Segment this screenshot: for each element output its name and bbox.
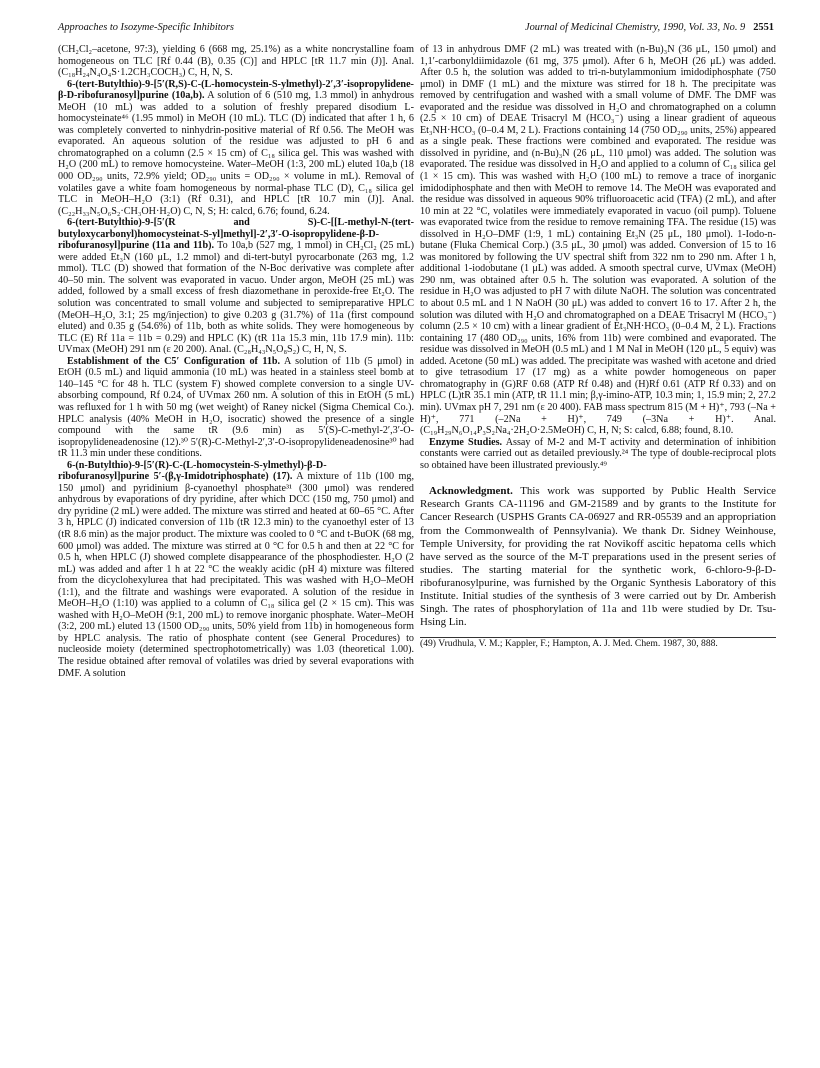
paragraph-body: A solution of 11b (5 μmol) in EtOH (0.5 mL) and liquid ammonia (10 mL) was heated in a stainless steel bomb at 140–145 °C for 48 h. TLC (system F) showed complete conversion to a single UV-absorbing compound, Rf 0.24, of UVmax 260 nm. A solution of this in EtOH (5 mL) was refluxed for 1 h with 50 mg (wet weight) of Raney nickel (Sigma Chemical Co.). HPLC analysis (40% MeOH in H₂O, isocratic) showed the presence of a single compound with the same tR (9.6 min) as 5′(S)-C-methyl-2′,3′-O-isopropylideneadenosine (12).³⁰ 5′(R)-C-Methyl-2′,3′-O-isopropylideneadenosine³⁰ had tR 11.3 min under these conditions.: [58, 355, 414, 460]
reference-text: Vrudhula, V. M.; Kappler, F.; Hampton, A. J. Med. Chem. 1987, 30, 888.: [438, 638, 718, 650]
running-title: Approaches to Isozyme-Specific Inhibitors: [58, 22, 234, 33]
journal-info: Journal of Medicinal Chemistry, 1990, Vol. 33, No. 9: [525, 22, 746, 33]
left-column: [58, 44, 414, 679]
paragraph-body: A solution of 6 (510 mg, 1.3 mmol) in anhydrous MeOH (10 mL) was added to a solution of freshly prepared disodium L-homocysteinate⁴⁶ (1.95 mmol) in MeOH (10 mL). TLC (D) indicated that after 1 h, 6 was completely converted to ninhydrin-positive material of Rf 0.56. The MeOH was evaporated. An aqueous solution of the residue was adjusted to pH 6 and chromatographed on a column (2.5 × 15 cm) of C₁₈ silica gel. This was washed with H₂O (200 mL) to remove homocysteine. Water–MeOH (1:3, 200 mL) eluted 10a,b (18 000 OD₂₉₀ units, 72.9% yield; OD₂₉₀ units = OD₂₉₀ × volume in mL). Removal of volatiles gave a white foam homogeneous by normal-phase TLC (D), C₁₈ silica gel TLC in MeOH–H₂O (3:1) (Rf 0.31), and HPLC [tR 10.7 min (J)]. Anal. (C₂₂H₃₃N₅O₆S₂·CH₃OH·H₂O) C, N, S; H: calcd, 6.76; found, 6.24.: [58, 90, 414, 217]
compound-heading: 6-(tert-Butylthio)-9-[5′(R,S)-C-(L-homocystein-S-ylmethyl)-2′,3′-isopropylidene-β-D-ribofuranosyl]purine (10a,b).: [58, 78, 414, 102]
compound-heading: 6-(n-Butylthio)-9-[5′(R)-C-(L-homocystein-S-ylmethyl)-β-D-ribofuranosyl]purine 5′-(β,γ-Imidotriphosphate) (17).: [58, 459, 327, 483]
reference-entry: [420, 638, 776, 649]
paragraph-body: To 10a,b (527 mg, 1 mmol) in CH₂Cl₂ (25 mL) were added Et₃N (160 μL, 1.2 mmol) and di-tert-butyl pyrocarbonate (263 mg, 1.2 mmol). TLC (D) showed that formation of the N-Boc derivative was complete after 40–50 min. The solvent was evaporated in vacuo. Under argon, MeOH (25 mL) was added, followed by a small excess of fresh diazomethane in peroxide-free Et₂O. The solution was concentrated to small volume and subjected to semipreparative HPLC (MeOH–H₂O, 3:1; 25 mg/injection) to give 0.203 g (31.7%) of 11a (first compound eluted) and 0.35 g (54.6%) of 11b, both as white solids. They were homogeneous by TLC (E) Rf 11a = 11b = 0.29) and HPLC (K) (tR 11a 15.3 min, 11b 17.9 min). 11b: UVmax (MeOH) 291 nm (ε 20 200). Anal. (C₂₈H₄₃N₅O₈S₂) C, H, N, S.: [58, 240, 414, 356]
section-heading: Establishment of the C5′ Configuration of 11b.: [67, 355, 281, 367]
paragraph: of 13 in anhydrous DMF (2 mL) was treated with (n-Bu)₃N (36 μL, 150 μmol) and 1,1′-carbonyldiimidazole (61 mg, 375 μmol). After 6 h, MeOH (26 μL) was added. After 0.5 h, the solution was added to tri-n-butylammonium imidodiphosphate (750 μmol) in DMF (1 mL) and the mixture was stirred for 18 h. The precipitate was removed by centrifugation and washed with a small volume of DMF. The DMF was evaporated and the residue was dissolved in H₂O and chromatographed on a column (2.5 × 10 cm) of DEAE Trisacryl M (HCO₃⁻) using a linear gradient of aqueous Et₃NH·HCO₃ (0–0.4 M, 2 L). Fractions containing 14 (750 OD₂₉₀ units, 25%) appeared as a single peak. These fractions were combined and evaporated. The residue was dissolved in pyridine, and (n-Bu)₃N (26 μL, 110 μmol) was added. The solution was evaporated. The residue was dissolved in H₂O and applied to a column of C₁₈ silica gel (1 × 15 cm). This was washed with H₂O (100 mL) to remove a trace of inorganic imidodiphosphate and then with MeOH to remove 14. The MeOH was evaporated and the residue was dissolved in aqueous 90% trifluoroacetic acid (TFA) (2 mL), and after 10 min at 22 °C, volatiles were immediately evaporated in vacuo (oil pump). Toluene was evaporated twice from the residue to remove remaining TFA. The residue (15) was dissolved in H₂O–DMF (1:9, 1 mL) containing Et₃N (25 μL, 180 μmol). 1-Iodo-n-butane (Fluka Chemical Corp.) (3.5 μL, 30 μmol) was added. Conversion of 15 to 16 was monitored by following the UV spectral shift from 322 nm to 290 nm. After 1 h, additional 1-iodobutane (1 μL) was added. A smooth spectral curve, UVmax (MeOH) 290 nm, was obtained after 0.5 h. The solution was evaporated. A solution of the residue in H₂O was adjusted to pH 7 with dilute NaOH. The solution was concentrated to about 0.5 mL and 1 N NaOH (30 μL) was added to convert 16 to 17. After 2 h, the solution was diluted with H₂O and chromatographed on a DEAE Trisacryl M (HCO₃⁻) column (2.5 × 10 cm) with a linear gradient of Et₃NH·HCO₃ (0–0.4 M, 2 L). Fractions containing 17 (480 OD₂₉₀ units, 16% from 11b) were combined and evaporated. The residue was dissolved in MeOH (0.5 mL) and 1 M NaI in MeOH (120 μL, 5 equiv) was added. Acetone (50 mL) was added. The precipitate was washed with acetone and dried to give tetrasodium 17 (17 mg) as a white powder homogeneous on paper chromatography in (G)RF 0.68 (ATP Rf 0.48) and (H)Rf 0.61 (ATP Rf 0.33) and on HPLC (L)tR 35.1 min (ATP, tR 11.1 min; β,γ-imino-ATP, 10.3 min; 1, 15.9 min; 2, 27.2 min). UVmax pH 7, 291 nm (ε 20 400). FAB mass spectrum 815 (M + H)⁺, 793 (–Na + H)⁺, 771 (–2Na + H)⁺, 749 (–3Na + H)⁺. Anal. (C₁₉H₂₉N₆O₁₄P₃S₂Na₄·2H₂O·2.5MeOH) C, H, N; S: calcd, 6.88; found, 8.10.: [420, 44, 776, 437]
paragraph-body: A mixture of 11b (100 mg, 150 μmol) and pyridinium β-cyanoethyl phosphate³¹ (300 μmol) was rendered anhydrous by evaporations of dry pyridine, after which DCC (150 mg, 750 μmol) and dry pyridine (2 mL) were added. The mixture was stirred and heated at 60–65 °C. After 3 h, HPLC (J) indicated conversion of 11b (tR 12.3 min) to the cyanoethyl ester of 13 (tR 8.6 min) as the major product. The mixture was cooled to 0 °C and t-BuOK (68 mg, 600 μmol) was added. The mixture was stirred at 0 °C for 0.5 h and then at 22 °C for 0.5 h, when HPLC (J) showed complete disappearance of the phosphodiester. H₂O (2 mL) was added and after 1 h at 22 °C the weakly acidic (pH 4) mixture was filtered from the dicyclohexylurea that had precipitated. This was washed with H₂O–MeOH (1:1), and the filtrate and washings were evaporated. A solution of the residue in MeOH–H₂O (1:10) was applied to a column of C₁₈ silica gel (2 × 15 cm). This was washed with H₂O–MeOH (9:1, 200 mL) to remove inorganic phosphate. Water–MeOH (3:2, 200 mL) eluted 13 (1500 OD₂₉₀ units, 50% yield from 11b) in homogeneous form by HPLC analysis. The ratio of phosphate content (see General Procedures) to nucleoside moiety (determined spectrophotometrically) was 1.03 (theoretical 1.00). The residue obtained after removal of volatiles was dried by several evaporations with DMF. A solution: [58, 471, 414, 679]
journal-citation: [525, 22, 774, 33]
acknowledgment-heading: Acknowledgment.: [429, 485, 513, 498]
reference-number: (49): [420, 638, 436, 650]
paragraph-body: Assay of M-2 and M-T activity and determination of inhibition constants were carried out as detailed previously.²⁴ The type of double-reciprocal plots so obtained have been illustrated previously.⁴⁹: [420, 436, 776, 471]
paragraph: [420, 437, 776, 472]
paragraph: [58, 356, 414, 460]
paragraph: (CH₂Cl₂–acetone, 97:3), yielding 6 (668 mg, 25.1%) as a white noncrystalline foam homogeneous on TLC [Rf 0.44 (B), 0.35 (C)] and HPLC [tR 11.7 min (J)]. Anal. (C₁₈H₂₄N₄O₄S·1.2CH₃COCH₃) C, H, N, S.: [58, 44, 414, 79]
acknowledgment: [420, 485, 776, 629]
acknowledgment-body: This work was supported by Public Health Service Research Grants CA-11196 and GM-21589 and by grants to the Institute for Cancer Research (USPHS Grants CA-06927 and RR-05539 and an appropriation from the Commonwealth of Pennsylvania). We thank Dr. Sidney Weinhouse, Temple University, for providing the rat Novikoff ascitic hepatoma cells which have served as the source of the M-T preparations used in the present series of studies. The starting material for the synthetic work, 6-chloro-9-β-D-ribofuranosylpurine, was furnished by the Organic Synthesis Laboratory of this Institute. Initial studies of the synthesis of 3 were carried out by Dr. Amberish Singh. The rates of phosphorylation of 11a and 11b were studied by Dr. Tsu-Hsing Lin.: [420, 485, 776, 629]
right-column: [420, 44, 776, 649]
compound-heading: 6-(tert-Butylthio)-9-[5′(R and S)-C-[[L-methyl-N-(tert-butyloxycarbonyl)homocysteinat-S-yl]methyl]-2′,3′-O-isopropylidene-β-D-ribofuranosyl]purine (11a and 11b).: [58, 217, 414, 252]
paragraph: [58, 79, 414, 218]
paragraph: [58, 460, 414, 679]
paragraph: [58, 217, 414, 356]
running-header: [58, 22, 774, 38]
section-heading: Enzyme Studies.: [429, 436, 503, 448]
page-number: 2551: [753, 22, 774, 33]
